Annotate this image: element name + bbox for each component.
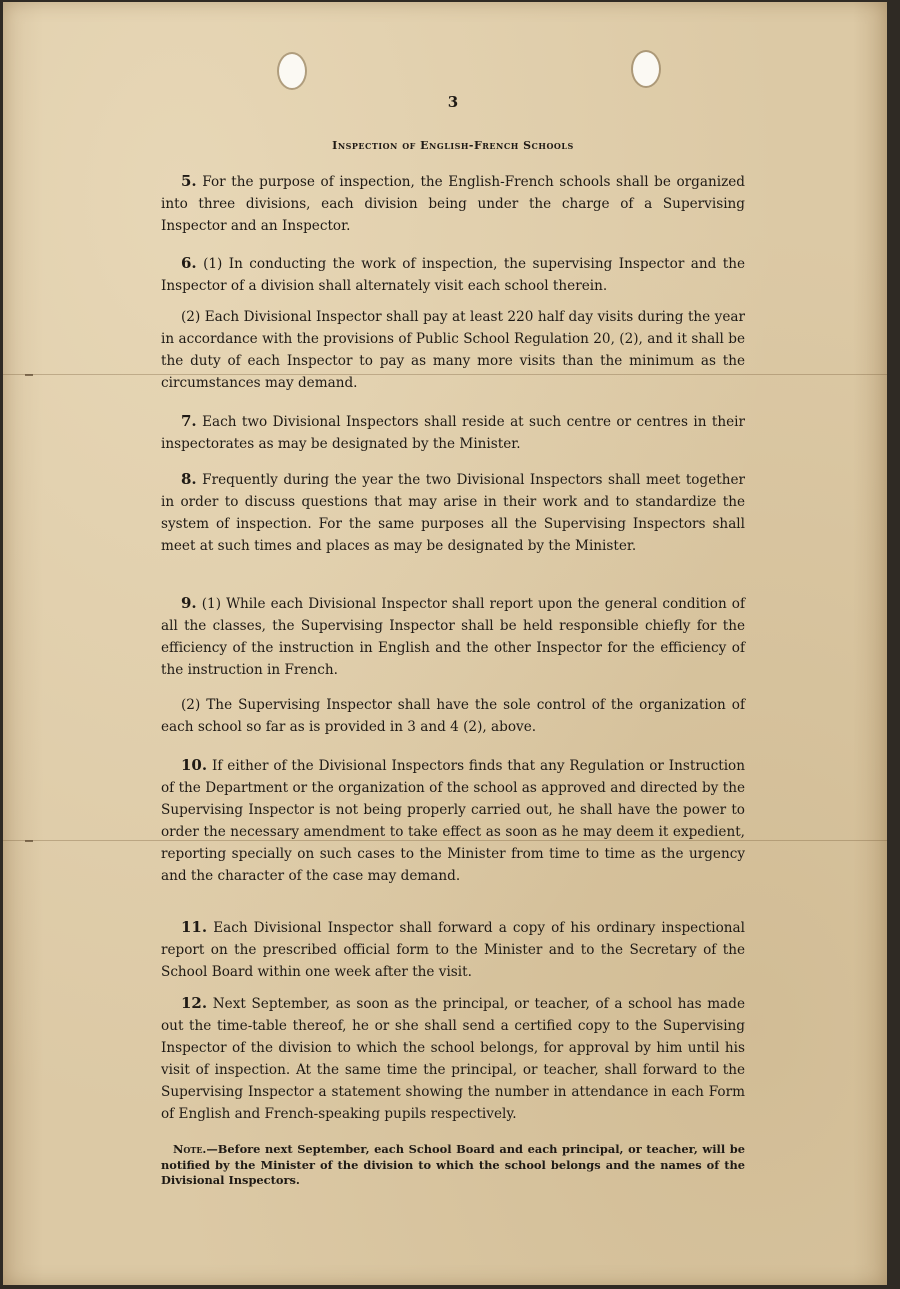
paragraph-number: 6. [181,254,197,272]
section-heading: Inspection of English-French Schools [332,139,574,152]
paragraph-text: (1) While each Divisional Inspector shall report upon the general condition of all the classes, the Supervising Inspector shall be held responsible chiefly for the efficiency of the instruction in English and the other Inspector for the efficiency of the instruction in French. [161,596,745,678]
page-number: 3 [447,93,459,111]
paragraph-number: 7. [181,412,197,430]
paragraph-text: (2) Each Divisional Inspector shall pay at least 220 half day visits during the year in accordance with the provisions of Public School Regulation 20, (2), and it shall be the duty of each Inspector to pay as many more visits than the minimum as the circumstances may demand. [161,309,745,391]
paragraph-9-2 [161,694,745,738]
binding-stitch [25,840,33,842]
paragraph-text: (2) The Supervising Inspector shall have the sole control of the organization of each school so far as is provided in 3 and 4 (2), above. [161,697,745,735]
note-text: —Before next September, each School Board and each principal, or teacher, will be notified by the Minister of the division to which the school belongs and the names of the Divisional Inspectors. [161,1142,745,1187]
punch-hole-right [633,52,659,86]
paragraph-12 [161,992,745,1125]
document-page [3,2,887,1285]
paragraph-text: Next September, as soon as the principal, or teacher, of a school has made out the time-table thereof, he or she shall send a certified copy to the Supervising Inspector of the division to which the school belongs, for approval by him until his visit of inspection. At the same time the principal, or teacher, shall forward to the Supervising Inspector a statement showing the number in attendance in each Form of English and French-speaking pupils respectively. [161,996,745,1122]
paragraph-6-1 [161,252,745,297]
paragraph-number: 10. [181,756,208,774]
paragraph-6-2 [161,306,745,394]
paragraph-text: (1) In conducting the work of inspection, the supervising Inspector and the Inspector of a division shall alternately visit each school therein. [161,256,745,294]
paragraph-text: Each Divisional Inspector shall forward a copy of his ordinary inspectional report on the prescribed official form to the Minister and to the Secretary of the School Board within one week after the visit. [161,920,746,980]
paragraph-11 [161,916,745,983]
paragraph-5 [161,170,745,237]
note-label: Note. [173,1142,207,1156]
paragraph-text: If either of the Divisional Inspectors finds that any Regulation or Instruction of the Department or the organization of the school as approved and directed by the Supervising Inspector is not being properly carried out, he shall have the power to order the necessary amendment to take effect as soon as he may deem it expedient, reporting specially on such cases to the Minister from time to time as the urgency and the character of the case may demand. [161,758,745,884]
paragraph-8 [161,468,745,557]
paragraph-9-1 [161,592,745,681]
paragraph-text: Frequently during the year the two Divisional Inspectors shall meet together in order to discuss questions that may arise in their work and to standardize the system of inspection. For the same purposes all the Supervising Inspectors shall meet at such times and places as may be designated by the Minister. [161,472,745,554]
footnote [161,1142,745,1189]
binding-stitch [25,374,33,376]
paragraph-text: For the purpose of inspection, the English-French schools shall be organized into three divisions, each division being under the charge of a Supervising Inspector and an Inspector. [161,174,745,234]
paragraph-number: 8. [181,470,197,488]
paragraph-7 [161,410,745,455]
punch-hole-left [279,54,305,88]
paragraph-number: 5. [181,172,197,190]
paragraph-number: 12. [181,994,208,1012]
paragraph-number: 9. [181,594,197,612]
paragraph-text: Each two Divisional Inspectors shall reside at such centre or centres in their inspectorates as may be designated by the Minister. [161,414,745,452]
paragraph-10 [161,754,745,887]
paragraph-number: 11. [181,918,208,936]
